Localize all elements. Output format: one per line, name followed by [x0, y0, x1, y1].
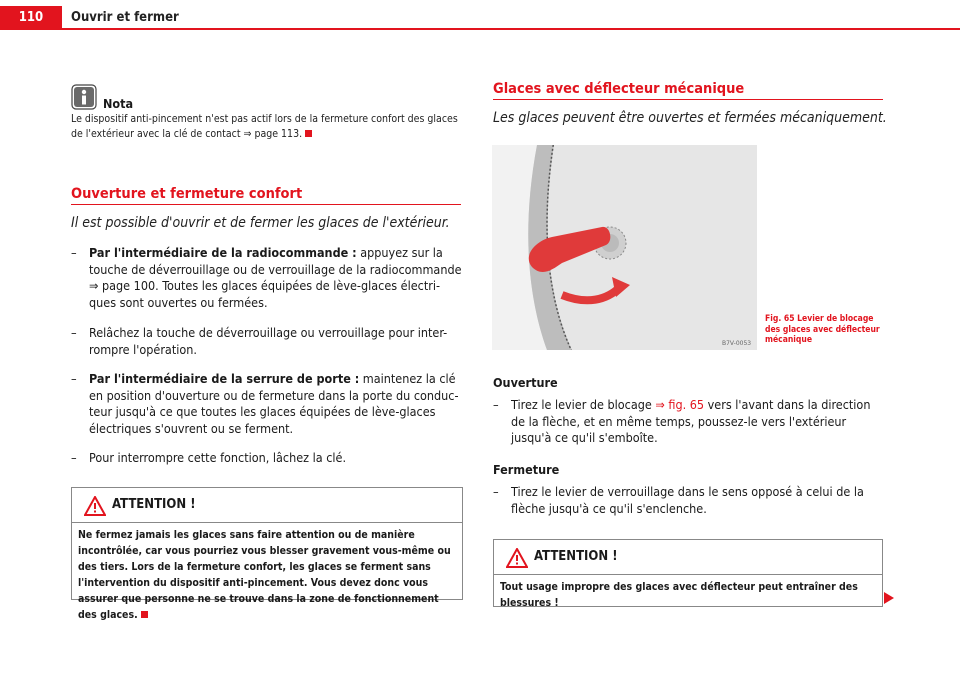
heading-rule	[493, 99, 883, 100]
attention-text: Ne fermez jamais les glaces sans faire attention ou de manière incontrôlée, car vous pourriez vous blesser gravement vous-même ou des tiers. Lors de la fermeture confort, les glaces se ferment sans l'intervention du dispositif anti-pincement. Vous devez donc vous assurer que personne ne se trouve dans la zone de fonctionnement des glaces.	[78, 529, 451, 621]
list-item: – Pour interrompre cette fonction, lâchez la clé.	[71, 450, 347, 465]
list-item: – Relâchez la touche de déverrouillage ou verrouillage pour inter-rompre l'opération.	[71, 325, 448, 357]
info-icon	[71, 84, 97, 110]
section-intro-deflecteur: Les glaces peuvent être ouvertes et fermées mécaniquement.	[493, 110, 887, 126]
next-page-arrow-icon[interactable]	[883, 590, 895, 609]
figure-code: B7V-0053	[722, 340, 752, 347]
ouverture-title: Ouverture	[493, 375, 558, 390]
attention-title: ATTENTION !	[112, 497, 196, 512]
header-rule	[0, 28, 960, 30]
nota-title: Nota	[103, 96, 134, 111]
heading-rule	[71, 204, 461, 205]
attention-title: ATTENTION !	[534, 549, 618, 564]
figure-reference-link[interactable]: ⇒ fig. 65	[655, 397, 705, 412]
nota-text: Le dispositif anti-pincement n'est pas actif lors de la fermeture confort des glaces de l'extérieur avec la clé de contact ⇒ page 113.	[71, 113, 458, 140]
attention-box	[493, 539, 883, 607]
attention-text: Tout usage impropre des glaces avec déflecteur peut entraîner des blessures !	[500, 581, 858, 609]
attention-header	[72, 488, 462, 523]
end-marker	[141, 611, 148, 618]
list-item: – Tirez le levier de verrouillage dans le sens opposé à celui de la flèche jusqu'à ce qu'il s'enclenche.	[493, 484, 864, 516]
warning-icon	[506, 548, 528, 572]
list-item: – Par l'intermédiaire de la radiocommande : appuyez sur la touche de déverrouillage ou de verrouillage de la radiocommande ⇒ page 100. Toutes les glaces équipées de lève-glaces électri-ques sont ouvertes ou fermées.	[71, 245, 462, 310]
warning-icon	[84, 496, 106, 520]
list-item: – Par l'intermédiaire de la serrure de porte : maintenez la clé en position d'ouverture ou de fermeture dans la porte du conduc-teur jusqu'à ce que toutes les glaces équipées de lève-glaces électriques s'ouvrent ou se ferment.	[71, 371, 459, 436]
attention-header	[494, 540, 882, 575]
figure-65-illustration	[492, 145, 757, 350]
end-marker	[305, 130, 312, 137]
page-number: 110	[0, 6, 62, 30]
figure-caption: Fig. 65 Levier de blocage des glaces avec déflecteur mécanique	[765, 314, 880, 345]
running-header-title: Ouvrir et fermer	[71, 10, 179, 25]
section-intro-confort: Il est possible d'ouvrir et de fermer les glaces de l'extérieur.	[71, 215, 450, 231]
attention-box	[71, 487, 463, 621]
fermeture-title: Fermeture	[493, 462, 560, 477]
section-heading-confort: Ouverture et fermeture confort	[71, 186, 303, 202]
section-heading-deflecteur: Glaces avec déflecteur mécanique	[493, 81, 745, 97]
list-item: – Tirez le levier de blocage ⇒ fig. 65 vers l'avant dans la direction de la flèche, et en même temps, poussez-le vers l'extérieur jusqu'à ce qu'il s'emboîte.	[493, 397, 871, 445]
